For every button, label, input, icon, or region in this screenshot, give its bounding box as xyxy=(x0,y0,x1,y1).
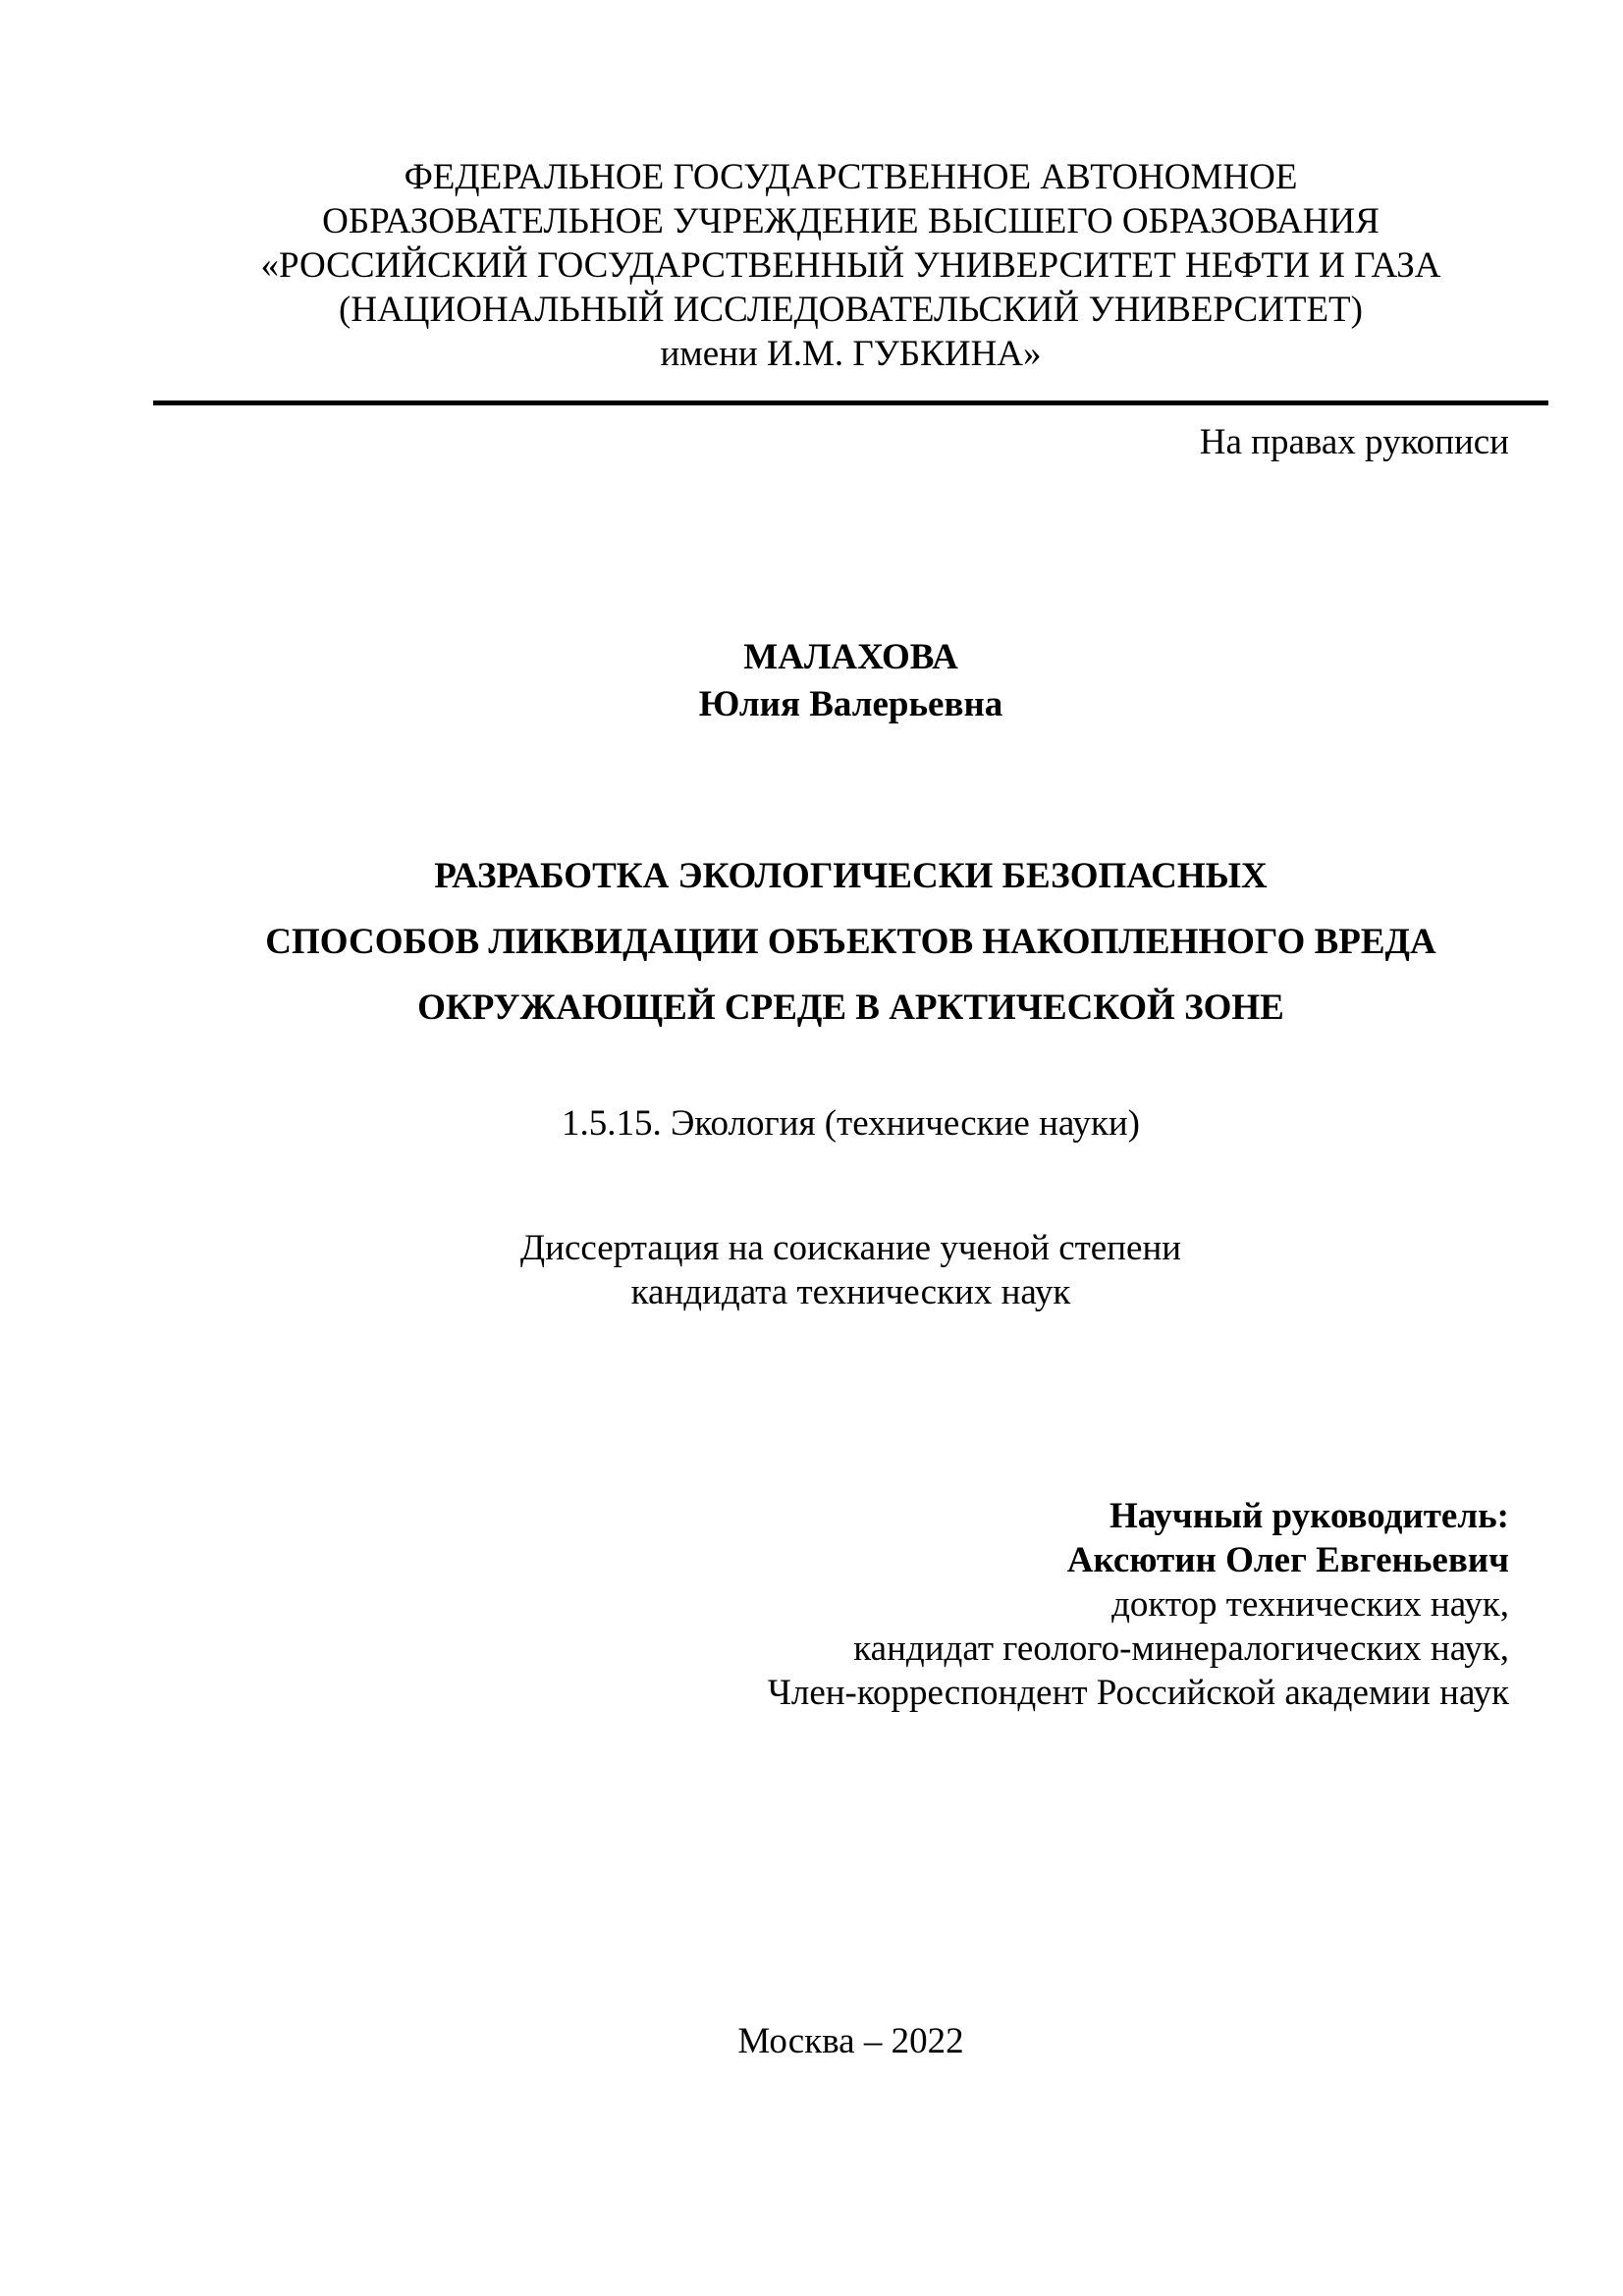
supervisor-name: Аксютин Олег Евгеньевич xyxy=(1066,1540,1509,1580)
dissertation-title-line: СПОСОБОВ ЛИКВИДАЦИИ ОБЪЕКТОВ НАКОПЛЕННОГО ВРЕДА xyxy=(265,922,1436,962)
author-name-block xyxy=(153,634,1548,728)
university-header xyxy=(153,155,1548,376)
author-surname: МАЛАХОВА xyxy=(743,637,958,677)
header-separator-rule xyxy=(153,400,1548,405)
specialty-code-line xyxy=(153,1101,1548,1146)
manuscript-rights-note xyxy=(153,420,1548,464)
supervisor-label: Научный руководитель: xyxy=(1109,1496,1509,1536)
degree-statement-line: Диссертация на соискание ученой степени xyxy=(519,1228,1182,1268)
university-header-line: «РОССИЙСКИЙ ГОСУДАРСТВЕННЫЙ УНИВЕРСИТЕТ НЕФТИ И ГАЗА xyxy=(260,245,1441,286)
supervisor-block xyxy=(153,1494,1548,1715)
university-header-line: ФЕДЕРАЛЬНОЕ ГОСУДАРСТВЕННОЕ АВТОНОМНОЕ xyxy=(404,157,1298,197)
dissertation-title-line: ОКРУЖАЮЩЕЙ СРЕДЕ В АРКТИЧЕСКОЙ ЗОНЕ xyxy=(417,988,1284,1028)
city-year-text: Москва – 2022 xyxy=(737,2021,964,2061)
city-year-imprint xyxy=(153,2019,1548,2063)
supervisor-credential: кандидат геолого-минералогических наук, xyxy=(853,1629,1509,1669)
supervisor-credential: Член-корреспондент Российской академии наук xyxy=(767,1673,1509,1713)
specialty-code-text: 1.5.15. Экология (технические науки) xyxy=(561,1103,1141,1144)
university-header-line: имени И.М. ГУБКИНА» xyxy=(660,334,1042,374)
dissertation-title-line: РАЗРАБОТКА ЭКОЛОГИЧЕСКИ БЕЗОПАСНЫХ xyxy=(434,856,1268,896)
dissertation-title xyxy=(153,843,1548,1041)
author-given-names: Юлия Валерьевна xyxy=(698,684,1003,724)
supervisor-credential: доктор технических наук, xyxy=(1111,1584,1509,1625)
manuscript-rights-note-text: На правах рукописи xyxy=(1199,422,1509,462)
university-header-line: (НАЦИОНАЛЬНЫЙ ИССЛЕДОВАТЕЛЬСКИЙ УНИВЕРСИТЕТ) xyxy=(339,290,1363,330)
degree-statement-line: кандидата технических наук xyxy=(630,1272,1071,1312)
degree-statement xyxy=(153,1226,1548,1314)
university-header-line: ОБРАЗОВАТЕЛЬНОЕ УЧРЕЖДЕНИЕ ВЫСШЕГО ОБРАЗОВАНИЯ xyxy=(322,201,1380,241)
